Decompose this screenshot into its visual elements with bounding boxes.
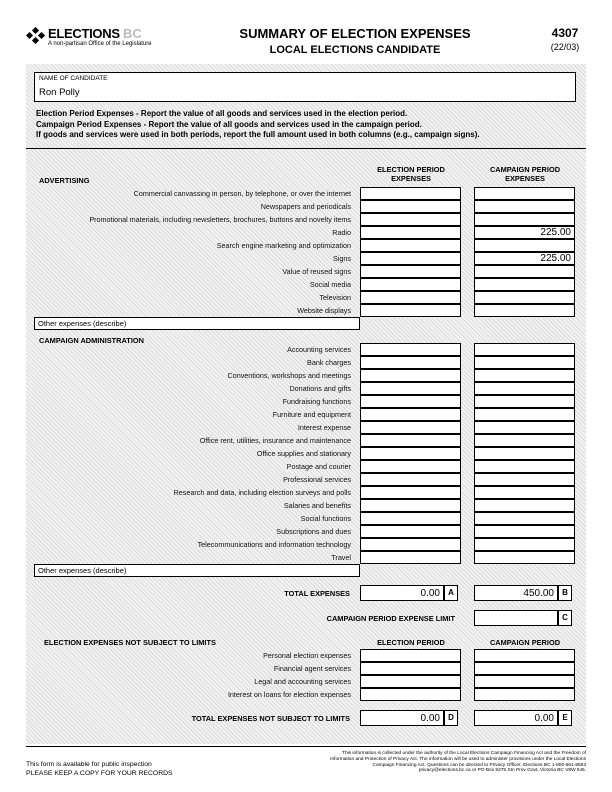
total-expenses-label: TOTAL EXPENSES [284,589,350,598]
instruction-both: If goods and services were used in both periods, report the full amount used in both columns (e.g., campaign signs). [36,130,480,139]
administration-row-label: Office rent, utilities, insurance and maintenance [199,436,351,445]
advertising-row-election-field[interactable] [360,239,461,252]
not-subject-heading: ELECTION EXPENSES NOT SUBJECT TO LIMITS [44,638,216,647]
expense-limit-field[interactable] [474,610,558,626]
advertising-row-label: Television [319,293,351,302]
administration-row-label: Research and data, including election surveys and polls [173,488,351,497]
administration-row-label: Conventions, workshops and meetings [227,371,351,380]
advertising-row-label: Website displays [297,306,351,315]
administration-row-label: Furniture and equipment [272,410,351,419]
administration-row-campaign-field[interactable] [474,473,575,486]
not-subject-row-campaign-field[interactable] [474,649,575,662]
administration-row-election-field[interactable] [360,460,461,473]
administration-row-election-field[interactable] [360,447,461,460]
advertising-row-campaign-field[interactable] [474,291,575,304]
administration-row-election-field[interactable] [360,525,461,538]
not-subject-row-election-field[interactable] [360,662,461,675]
advertising-row-label: Promotional materials, including newsletters, brochures, buttons and novelty items [89,215,351,224]
not-subject-row-campaign-field[interactable] [474,662,575,675]
logo-text: ELECTIONS [48,26,120,41]
page-title: SUMMARY OF ELECTION EXPENSES [239,26,471,41]
administration-row-election-field[interactable] [360,382,461,395]
administration-row-election-field[interactable] [360,512,461,525]
administration-row-campaign-field[interactable] [474,538,575,551]
administration-row-campaign-field[interactable] [474,460,575,473]
advertising-row-election-field[interactable] [360,213,461,226]
advertising-row-election-field[interactable] [360,278,461,291]
administration-row-label: Donations and gifts [289,384,351,393]
not-subject-total-election-field[interactable]: 0.00 [360,710,444,726]
advertising-row-label: Radio [332,228,351,237]
advertising-row-campaign-field[interactable] [474,304,575,317]
administration-row-label: Telecommunications and information technology [197,540,351,549]
total-election-letter: A [444,585,458,601]
not-subject-row-label: Financial agent services [273,664,351,673]
administration-row-election-field[interactable] [360,421,461,434]
logo [26,25,176,53]
footer-keep-copy: PLEASE KEEP A COPY FOR YOUR RECORDS [26,770,173,777]
administration-row-label: Accounting services [287,345,351,354]
advertising-row-label: Newspapers and periodicals [260,202,351,211]
administration-row-campaign-field[interactable] [474,512,575,525]
administration-row-campaign-field[interactable] [474,434,575,447]
administration-row-election-field[interactable] [360,499,461,512]
not-subject-election-letter: D [444,710,458,726]
administration-row-campaign-field[interactable] [474,408,575,421]
col-election-period: ELECTION PERIOD EXPENSES [377,165,445,183]
administration-row-label: Professional services [283,475,351,484]
footer-rule [26,746,586,747]
not-subject-row-election-field[interactable] [360,675,461,688]
administration-row-campaign-field[interactable] [474,421,575,434]
administration-row-campaign-field[interactable] [474,447,575,460]
elections-bc-logo-icon [26,27,48,45]
advertising-other-field[interactable] [34,317,360,330]
footer-public-note: This form is available for public inspection [26,761,152,768]
administration-row-label: Salaries and benefits [283,501,351,510]
not-subject-col-campaign: CAMPAIGN PERIOD [489,638,561,647]
administration-row-election-field[interactable] [360,473,461,486]
advertising-row-campaign-field[interactable] [474,239,575,252]
administration-row-election-field[interactable] [360,538,461,551]
not-subject-col-election: ELECTION PERIOD [377,638,445,647]
administration-row-campaign-field[interactable] [474,369,575,382]
not-subject-row-label: Personal election expenses [263,651,351,660]
administration-row-election-field[interactable] [360,356,461,369]
col-campaign-period: CAMPAIGN PERIOD EXPENSES [489,165,561,183]
administration-heading: CAMPAIGN ADMINISTRATION [39,336,144,345]
administration-other-label: Other expenses (describe) [38,566,127,575]
expense-limit-letter: C [558,610,572,626]
administration-row-campaign-field[interactable] [474,486,575,499]
instructions [36,109,581,141]
footer-privacy-notice: This information is collected under the authority of the Local Elections Campaign Financing Act and the Freedom of Information and Protection of Privacy Act. The information will be used to administer provisions under the Local Elections Campaign Financing Act. Questions can be directed to Privacy Officer, Elections BC 1-800-661-8683 privacy@elections.bc.ca or PO Box 9275 Stn Prov Govt, Victoria BC V8W 9J6. [330,751,586,774]
not-subject-total-campaign-field[interactable]: 0.00 [474,710,558,726]
administration-row-campaign-field[interactable] [474,499,575,512]
advertising-row-election-field[interactable] [360,304,461,317]
advertising-row-campaign-field[interactable] [474,213,575,226]
administration-row-label: Interest expense [297,423,351,432]
administration-row-campaign-field[interactable] [474,551,575,564]
administration-row-campaign-field[interactable] [474,395,575,408]
advertising-row-label: Value of reused signs [282,267,351,276]
administration-row-campaign-field[interactable] [474,382,575,395]
administration-row-election-field[interactable] [360,486,461,499]
logo-tagline: A non-partisan Office of the Legislature [48,41,152,47]
administration-row-label: Subscriptions and dues [276,527,351,536]
advertising-row-campaign-field[interactable] [474,200,575,213]
logo-suffix: BC [123,26,142,41]
not-subject-row-election-field[interactable] [360,688,461,701]
advertising-row-campaign-field[interactable] [474,265,575,278]
administration-row-label: Social functions [300,514,351,523]
administration-row-campaign-field[interactable] [474,356,575,369]
administration-row-election-field[interactable] [360,343,461,356]
advertising-row-election-field[interactable] [360,187,461,200]
total-campaign-letter: B [558,585,572,601]
administration-row-campaign-field[interactable] [474,343,575,356]
administration-row-election-field[interactable] [360,369,461,382]
administration-row-election-field[interactable] [360,551,461,564]
administration-row-label: Fundraising functions [282,397,351,406]
advertising-row-election-field[interactable] [360,226,461,239]
form-version: (22/03) [550,42,580,52]
administration-row-label: Postage and courier [286,462,351,471]
instruction-campaign: Campaign Period Expenses - Report the value of all goods and services used in the campaign period. [36,119,422,129]
administration-other-field[interactable] [34,564,360,577]
advertising-row-election-field[interactable] [360,291,461,304]
not-subject-row-campaign-field[interactable] [474,688,575,701]
not-subject-row-label: Legal and accounting services [254,677,351,686]
advertising-row-election-field[interactable] [360,252,461,265]
advertising-heading: ADVERTISING [39,176,90,185]
administration-row-label: Travel [331,553,351,562]
advertising-row-election-field[interactable] [360,200,461,213]
administration-row-election-field[interactable] [360,395,461,408]
candidate-name-value: Ron Polly [39,87,80,98]
advertising-row-label: Search engine marketing and optimization [216,241,351,250]
not-subject-campaign-letter: E [558,710,572,726]
advertising-row-label: Signs [333,254,351,263]
expense-limit-label: CAMPAIGN PERIOD EXPENSE LIMIT [326,614,455,623]
advertising-row-campaign-field[interactable]: 225.00 [474,226,575,239]
advertising-row-election-field[interactable] [360,265,461,278]
advertising-other-label: Other expenses (describe) [38,319,127,328]
not-subject-row-label: Interest on loans for election expenses [227,690,351,699]
not-subject-total-label: TOTAL EXPENSES NOT SUBJECT TO LIMITS [191,714,350,723]
advertising-row-campaign-field[interactable]: 225.00 [474,252,575,265]
advertising-row-label: Commercial canvassing in person, by telephone, or over the internet [133,189,351,198]
advertising-row-campaign-field[interactable] [474,278,575,291]
administration-row-label: Bank charges [307,358,351,367]
form-number: 4307 [551,26,579,40]
instruction-election: Election Period Expenses - Report the value of all goods and services used in the election period. [36,109,408,118]
candidate-name-field[interactable] [34,72,576,102]
page-subtitle: LOCAL ELECTIONS CANDIDATE [269,44,441,56]
administration-row-election-field[interactable] [360,408,461,421]
advertising-row-label: Social media [309,280,351,289]
not-subject-row-campaign-field[interactable] [474,675,575,688]
total-campaign-field[interactable]: 450.00 [474,585,558,601]
total-election-field[interactable]: 0.00 [360,585,444,601]
not-subject-row-election-field[interactable] [360,649,461,662]
administration-row-election-field[interactable] [360,434,461,447]
candidate-name-label: NAME OF CANDIDATE [39,75,108,82]
advertising-row-campaign-field[interactable] [474,187,575,200]
divider [26,148,586,149]
administration-row-campaign-field[interactable] [474,525,575,538]
administration-row-label: Office supplies and stationary [256,449,351,458]
